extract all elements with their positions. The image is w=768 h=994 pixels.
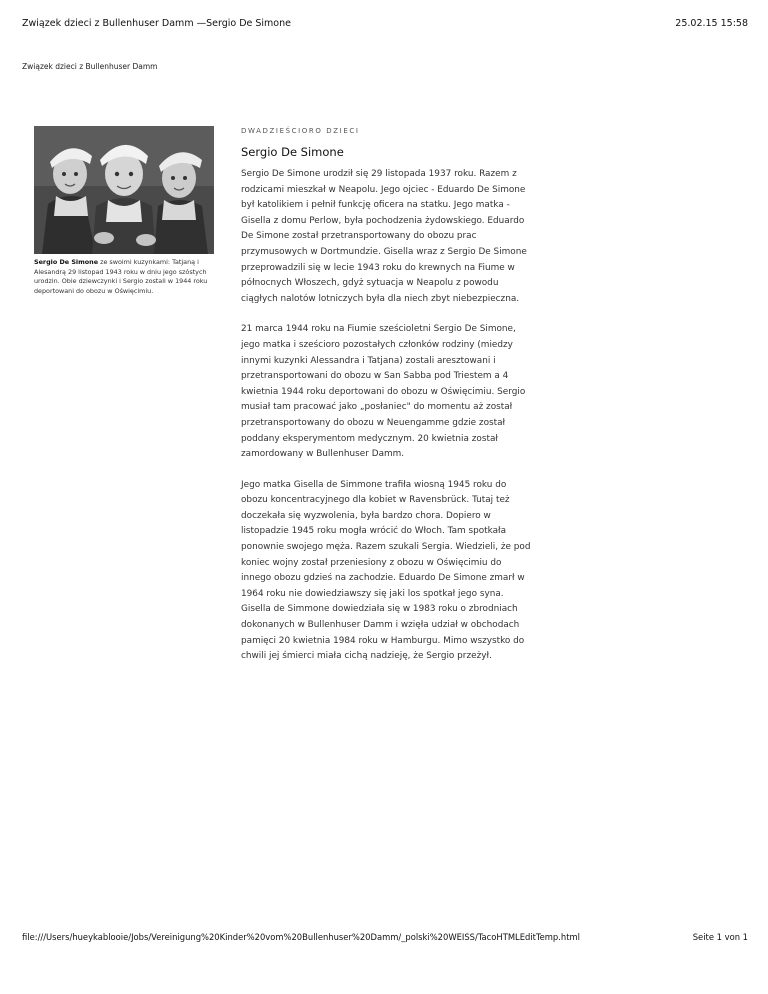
print-footer: [22, 932, 748, 946]
print-header-date: 25.02.15 15:58: [675, 18, 748, 29]
print-header-title: Związek dzieci z Bullenhuser Damm —Sergio De Simone: [22, 18, 291, 29]
article-paragraph: 21 marca 1944 roku na Fiumie sześcioletni Sergio De Simone, jego matka i sześcioro pozostałych członków rodziny (miedzy innymi kuzynki Alessandra i Tatjana) zostali aresztowani i przetransportowani do obozu w San Sabba pod Triestem a 4 kwietnia 1944 roku deportowani do obozu w Oświęcimiu. Sergio musiał tam pracować jako „posłaniec" do momentu aż został przetransportowany do obozu w Neuengamme gdzie został poddany eksperymentom medycznym. 20 kwietnia został zamordowany w Bullenhuser Damm.: [241, 324, 526, 460]
site-title[interactable]: Związek dzieci z Bullenhuser Damm: [22, 62, 158, 71]
article-paragraph: Sergio De Simone urodził się 29 listopada 1937 roku. Razem z rodzicami mieszkał w Neapolu. Jego ojciec - Eduardo De Simone był katolikiem i pełnił funkcję oficera na statku. Jego matka - Gisella z domu Perlow, była pochodzenia żydowskiego. Eduardo De Simone został przetransportowany do obozu prac przymusowych w Dortmundzie. Gisella wraz z Sergio De Simone przeprowadzili się w lecie 1943 roku do krewnych na Fiume w północnych Włoszech, gdyż sytuacja w Neapolu z powodu ciągłych nalotów lotniczych była dla niech zbyt niebezpieczna.: [241, 169, 527, 304]
print-footer-path: file:///Users/hueykablooie/Jobs/Vereinigung%20Kinder%20vom%20Bullenhuser%20Damm/_polski%20WEISS/TacoHTMLEditTemp.html: [22, 932, 580, 942]
article-paragraph: Jego matka Gisella de Simmone trafiła wiosną 1945 roku do obozu koncentracyjnego dla kobiet w Ravensbrück. Tutaj też doczekała się wyzwolenia, była bardzo chora. Dopiero w listopadzie 1945 roku mogła wrócić do Włoch. Tam spotkała ponownie swojego męża. Razem szukali Sergia. Wiedzieli, że pod koniec wojny został przeniesiony z obozu w Oświęcimiu do innego obozu gdzieś na zachodzie. Eduardo De Simone zmarł w 1964 roku nie dowiedziawszy się jaki los spotkał jego syna. Gisella de Simmone dowiedziała się w 1983 roku o zbrodniach dokonanych w Bullenhuser Damm i wzięła udział w obchodach pamięci 20 kwietnia 1984 roku w Hamburgu. Mimo wszystko do chwili jej śmierci miała cichą nadzieję, że Sergio przeżył.: [241, 479, 531, 662]
article: [241, 127, 533, 680]
article-heading: Sergio De Simone: [241, 145, 344, 159]
children-photo: [34, 126, 214, 254]
photo-caption: [34, 258, 220, 297]
caption-name: Sergio De Simone: [34, 258, 99, 266]
print-footer-page-number: Seite 1 von 1: [692, 932, 748, 942]
section-kicker[interactable]: DWADZIEŚCIORO DZIECI: [241, 127, 360, 135]
caption-text: ze swoimi kuzynkami: Tatjaną i Alesandrą 29 listopad 1943 roku w dniu jego szóstych urodzin. Obie dziewczynki i Sergio zostali w 1944 roku deportowani do obozu w Oświęcimiu.: [34, 258, 208, 296]
print-header: [22, 18, 748, 32]
